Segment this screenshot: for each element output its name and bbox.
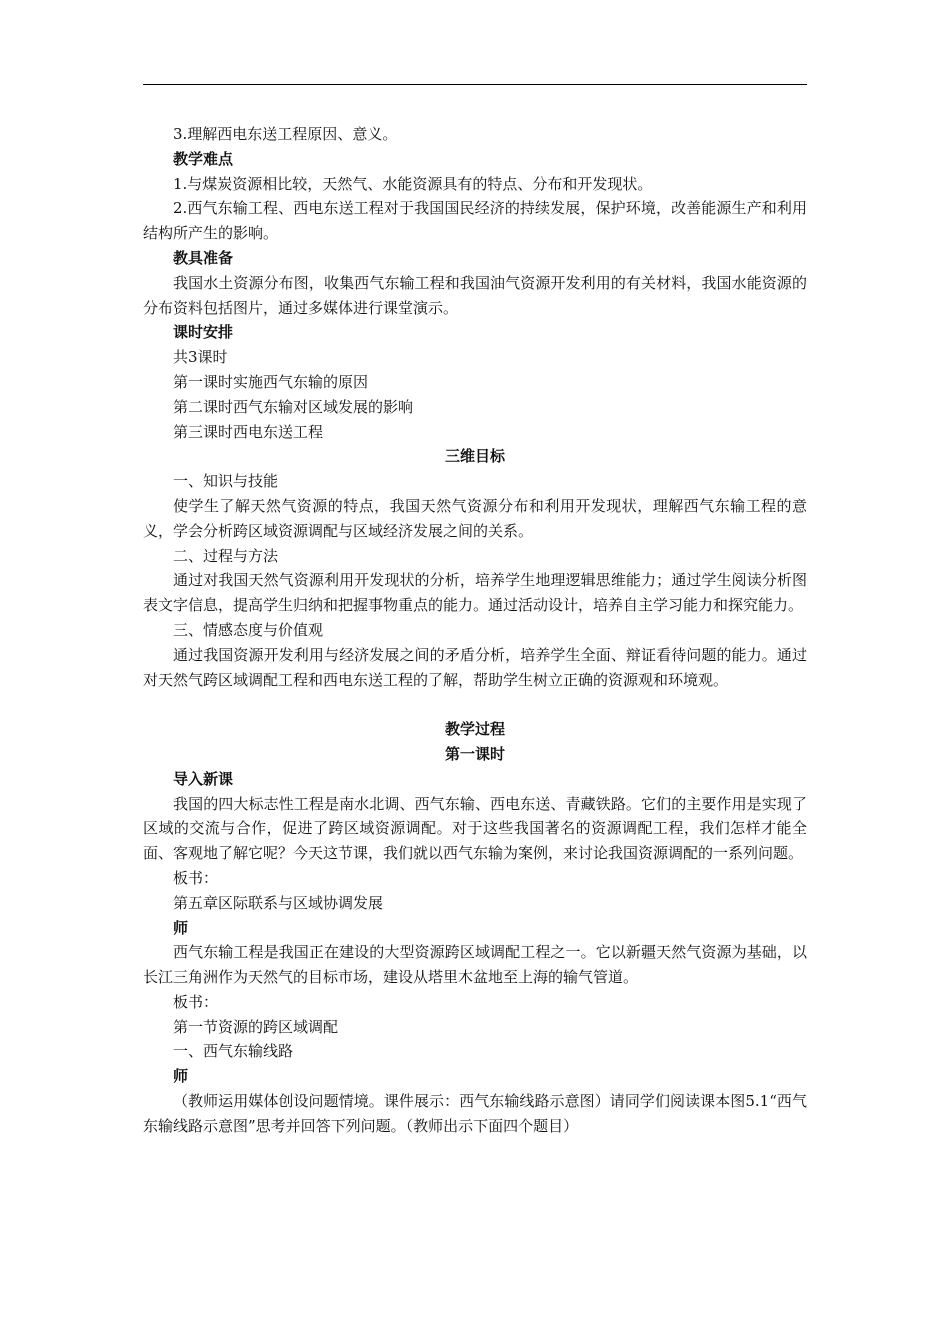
section-heading-process: 教学过程 (444, 720, 505, 739)
section-heading-preparation: 教具准备 (173, 248, 234, 267)
board-label: 板书： (173, 868, 219, 887)
header-rule (143, 84, 807, 85)
schedule-line: 第三课时西电东送工程 (173, 422, 324, 441)
schedule-line: 第二课时西气东输对区域发展的影响 (173, 397, 414, 416)
section-heading-goals: 三维目标 (444, 447, 505, 466)
teacher-text: 西气东输工程是我国正在建设的大型资源跨区域调配工程之一。它以新疆天然气资源为基础，以长江三角洲作为天然气的目标市场，建设从塔里木盆地至上海的输气管道。 (143, 943, 807, 987)
goal-subheading: 三、情感态度与价值观 (173, 620, 324, 639)
board-text: 第一节资源的跨区域调配 (173, 1017, 339, 1036)
goal-text: 通过对我国天然气资源利用开发现状的分析，培养学生地理逻辑思维能力；通过学生阅读分析图表文字信息，提高学生归纳和把握事物重点的能力。通过活动设计，培养自主学习能力和探究能力。 (143, 571, 807, 615)
document-body (143, 122, 807, 1139)
board-text: 第五章区际联系与区域协调发展 (173, 893, 384, 912)
lesson-heading: 第一课时 (444, 744, 505, 763)
teacher-label: 师 (173, 918, 189, 937)
schedule-line: 共3课时 (173, 348, 228, 367)
schedule-line: 第一课时实施西气东输的原因 (173, 372, 369, 391)
goal-text: 通过我国资源开发利用与经济发展之间的矛盾分析，培养学生全面、辩证看待问题的能力。通过对天然气跨区域调配工程和西电东送工程的了解，帮助学生树立正确的资源观和环境观。 (143, 645, 807, 689)
teacher-label: 师 (173, 1067, 189, 1086)
goal-subheading: 二、过程与方法 (173, 546, 279, 565)
section-heading-difficulties: 教学难点 (173, 149, 234, 168)
teacher-text: （教师运用媒体创设问题情境。课件展示：西气东输线路示意图）请同学们阅读课本图5.1“西气东输线路示意图”思考并回答下列问题。（教师出示下面四个题目） (143, 1092, 807, 1135)
difficulty-item: 1.与煤炭资源相比较，天然气、水能资源具有的特点、分布和开发现状。 (173, 174, 653, 193)
spacer (143, 692, 807, 717)
goal-subheading: 一、知识与技能 (173, 472, 279, 491)
section-heading-schedule: 课时安排 (173, 323, 234, 342)
goal-text: 使学生了解天然气资源的特点，我国天然气资源分布和利用开发现状，理解西气东输工程的意义，学会分析跨区域资源调配与区域经济发展之间的关系。 (143, 496, 807, 540)
board-label: 板书： (173, 992, 219, 1011)
objective-item: 3.理解西电东送工程原因、意义。 (173, 125, 398, 143)
preparation-text: 我国水土资源分布图，收集西气东输工程和我国油气资源开发利用的有关材料，我国水能资源的分布资料包括图片，通过多媒体进行课堂演示。 (143, 273, 807, 317)
board-text: 一、西气东输线路 (173, 1042, 294, 1061)
difficulty-item: 2.西气东输工程、西电东送工程对于我国国民经济的持续发展，保护环境，改善能源生产和利用结构所产生的影响。 (143, 199, 807, 243)
intro-heading: 导入新课 (173, 769, 234, 788)
intro-text: 我国的四大标志性工程是南水北调、西气东输、西电东送、青藏铁路。它们的主要作用是实现了区域的交流与合作，促进了跨区域资源调配。对于这些我国著名的资源调配工程，我们怎样才能全面、客观地了解它呢？今天这节课，我们就以西气东输为案例，来讨论我国资源调配的一系列问题。 (143, 794, 807, 863)
